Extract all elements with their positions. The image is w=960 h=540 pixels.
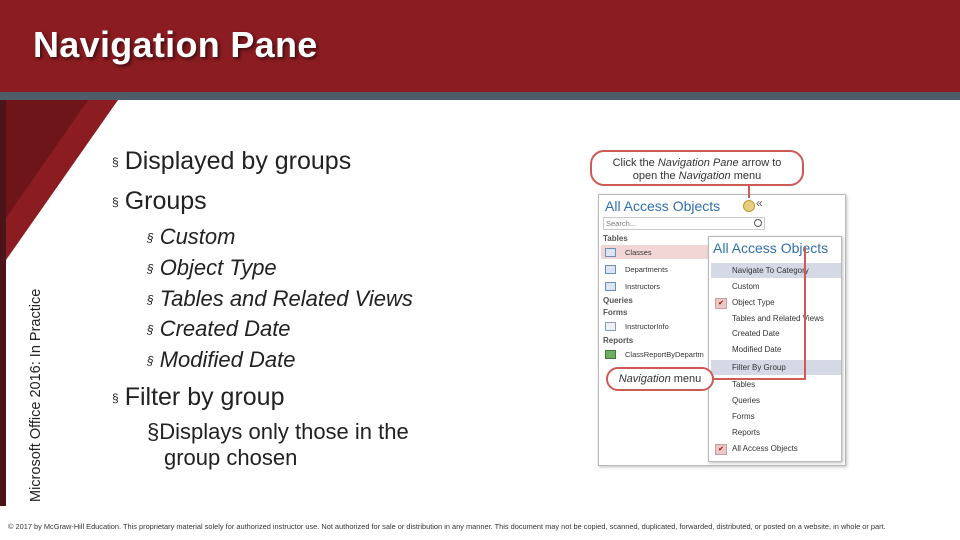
sub-bullet-custom: [147, 224, 235, 250]
bullet-text: Displayed by groups: [124, 147, 352, 175]
slide-title: Navigation Pane: [33, 24, 318, 65]
section-reports[interactable]: Reports: [603, 336, 634, 345]
nav-item-label: Departments: [625, 265, 668, 274]
menu-item-label: Forms: [732, 412, 755, 421]
menu-item-label: Tables and Related Views: [732, 314, 824, 323]
bullet-text: group chosen: [164, 445, 298, 470]
side-label: Microsoft Office 2016: In Practice: [28, 288, 44, 502]
bullet-filter-by-group: [112, 383, 284, 412]
menu-item-label: Navigate To Category: [732, 266, 809, 275]
bullet-text: Modified Date: [159, 347, 296, 372]
bullet-text: Groups: [124, 187, 207, 215]
section-tables[interactable]: Tables: [603, 234, 628, 243]
search-placeholder: Search...: [606, 219, 637, 228]
menu-item-label: Created Date: [732, 329, 780, 338]
bullet-icon: §: [112, 155, 119, 170]
callout-text: menu: [730, 170, 762, 182]
callout-text: Click the: [612, 157, 658, 169]
bullet-text: Custom: [159, 224, 236, 249]
bullet-icon: §: [112, 195, 119, 210]
callout-connector: [584, 148, 860, 478]
collapse-pane-icon[interactable]: «: [756, 196, 763, 210]
checkmark-icon: ✔: [715, 298, 727, 309]
sub-bullet-displays-only: [147, 419, 409, 471]
header-stripe: [0, 92, 960, 100]
nav-item-label: InstructorInfo: [625, 322, 669, 331]
bullet-icon: §: [147, 262, 154, 277]
nav-item-label: Instructors: [625, 282, 661, 291]
menu-item-label: Modified Date: [732, 345, 782, 354]
section-queries[interactable]: Queries: [603, 296, 633, 305]
checkmark-icon: ✔: [715, 444, 727, 455]
sub-bullet-tables-related: [147, 286, 413, 312]
bullet-text: Tables and Related Views: [159, 286, 413, 311]
pane-header-title[interactable]: All Access Objects: [605, 198, 721, 214]
bullet-icon: §: [147, 419, 160, 444]
callout-text: Navigation Pane: [657, 157, 739, 169]
navigation-pane-figure: [584, 148, 860, 478]
callout-text: menu: [670, 373, 702, 385]
sub-bullet-created-date: [147, 316, 291, 342]
bullet-text: Displays only those in the: [159, 419, 409, 444]
bullet-text: Object Type: [159, 255, 277, 280]
copyright-footer: © 2017 by McGraw-Hill Education. This proprietary material solely for authorized instructor use. Not authorized for sale or distribution in any manner. This document may not be copied, scanned, duplicated, forwarded, distributed, or posted on a website, in whole or part.: [8, 522, 886, 531]
menu-item-label: Tables: [732, 380, 756, 389]
sub-bullet-object-type: [147, 255, 277, 281]
bullet-text: Created Date: [159, 316, 291, 341]
callout-text: open the: [632, 170, 679, 182]
menu-item-label: Reports: [732, 428, 761, 437]
bullet-icon: §: [147, 354, 154, 369]
menu-item-label: Filter By Group: [732, 363, 786, 372]
callout-text: Navigation: [618, 373, 671, 385]
nav-item-label: ClassReportByDepartm: [625, 350, 704, 359]
menu-item-label: Queries: [732, 396, 761, 405]
callout-text: arrow to: [738, 157, 782, 169]
menu-item-label: Object Type: [732, 298, 775, 307]
sub-bullet-modified-date: [147, 347, 295, 373]
callout-text: Navigation: [678, 170, 731, 182]
bullet-icon: §: [147, 293, 154, 308]
bullet-groups: [112, 187, 207, 216]
bullet-text: Filter by group: [124, 383, 285, 411]
callout-navigation-menu: [606, 367, 714, 391]
bullet-displayed-by-groups: [112, 147, 351, 176]
decorative-diagonal: [6, 100, 118, 260]
section-forms[interactable]: Forms: [603, 308, 628, 317]
bullet-icon: §: [112, 391, 119, 406]
bullet-icon: §: [147, 231, 154, 246]
menu-item-label: Custom: [732, 282, 760, 291]
bullet-icon: §: [147, 323, 154, 338]
nav-item-label: Classes: [625, 248, 652, 257]
menu-title: All Access Objects: [713, 240, 829, 256]
menu-item-label: All Access Objects: [732, 444, 798, 453]
